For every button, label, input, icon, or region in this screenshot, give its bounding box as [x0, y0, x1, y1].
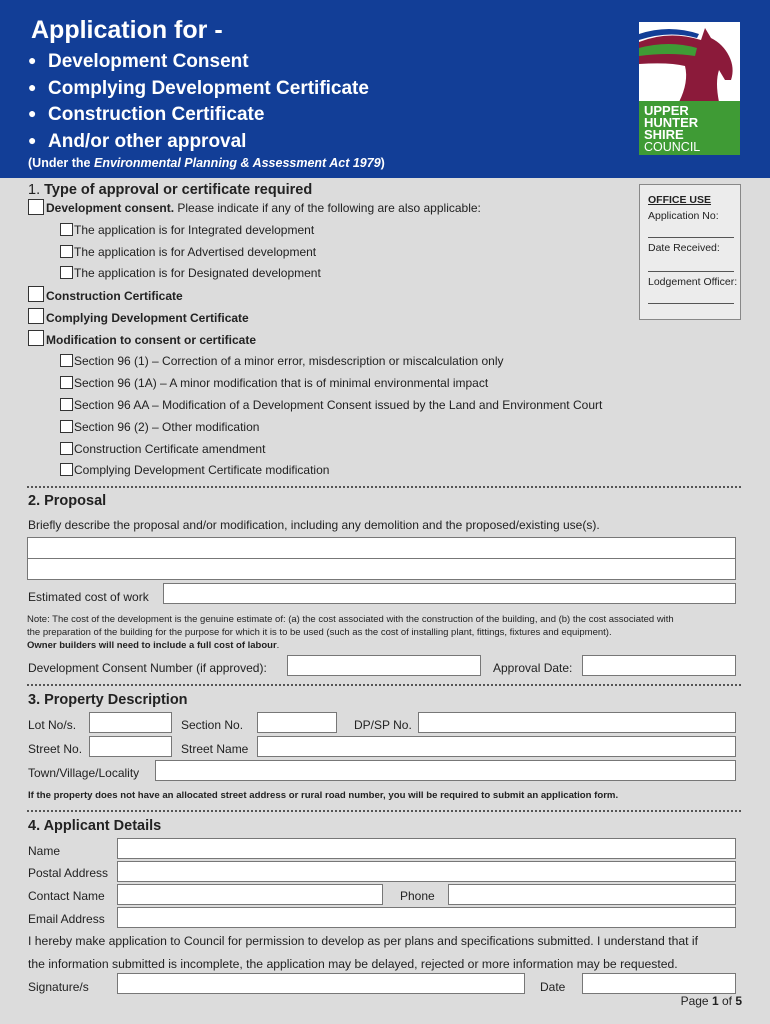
designated-development-checkbox[interactable]: [60, 266, 73, 279]
section-divider: [27, 486, 741, 488]
postal-address-input[interactable]: [117, 861, 736, 882]
section-divider: [27, 684, 741, 686]
date-label: Date: [540, 980, 566, 994]
approval-date-input[interactable]: [582, 655, 736, 676]
development-consent-label: Development consent. Please indicate if any of the following are also applicable:: [46, 201, 481, 215]
s96-aa-label: Section 96 AA – Modification of a Development Consent issued by the Land and Environment Court: [74, 398, 603, 412]
street-no-label: Street No.: [28, 742, 83, 756]
section4-heading: 4. Applicant Details: [28, 818, 162, 834]
contact-name-input[interactable]: [117, 884, 383, 905]
integrated-development-label: The application is for Integrated development: [74, 223, 315, 237]
street-no-input[interactable]: [89, 736, 172, 757]
cdc-modification-label: Complying Development Certificate modification: [74, 463, 330, 477]
address-warning: If the property does not have an allocated street address or rural road number, you will be required to submit an application form.: [28, 790, 619, 801]
cc-amendment-label: Construction Certificate amendment: [74, 442, 266, 456]
lodgement-officer-label: Lodgement Officer:: [648, 276, 738, 288]
complying-certificate-label: Complying Development Certificate: [46, 311, 249, 325]
s96-aa-checkbox[interactable]: [60, 398, 73, 411]
title-item-construction-certificate: ● Construction Certificate: [28, 104, 265, 125]
proposal-description-line2[interactable]: [27, 558, 736, 580]
proposal-instruction: Briefly describe the proposal and/or modification, including any demolition and the proposed/existing use(s).: [28, 518, 600, 532]
s96-2-label: Section 96 (2) – Other modification: [74, 420, 260, 434]
construction-certificate-checkbox[interactable]: [28, 286, 44, 302]
cc-amendment-checkbox[interactable]: [60, 442, 73, 455]
s96-1-checkbox[interactable]: [60, 354, 73, 367]
street-name-input[interactable]: [257, 736, 736, 757]
consent-number-input[interactable]: [287, 655, 481, 676]
signature-label: Signature/s: [28, 980, 89, 994]
header-banner: [0, 0, 770, 178]
name-input[interactable]: [117, 838, 736, 859]
section2-heading: 2. Proposal: [28, 493, 107, 509]
council-logo-text: UPPER HUNTER SHIRE COUNCIL: [639, 101, 740, 155]
council-logo: [639, 22, 740, 155]
street-name-label: Street Name: [181, 742, 249, 756]
complying-certificate-checkbox[interactable]: [28, 308, 44, 324]
s96-1a-checkbox[interactable]: [60, 376, 73, 389]
section-no-label: Section No.: [181, 718, 244, 732]
development-consent-checkbox[interactable]: [28, 199, 44, 215]
lot-label: Lot No/s.: [28, 718, 77, 732]
application-no-label: Application No:: [648, 210, 719, 222]
declaration-line1: I hereby make application to Council for permission to develop as per plans and specifications submitted. I understand that if: [28, 934, 699, 948]
cost-note: Note: The cost of the development is the genuine estimate of: (a) the cost associated with the construction of the building, and (b) the cost associated with the preparation of the building for the purpose for which it is to be used (such as the cost of installing plant, fittings, fixtures and equipment). Owner builders will need to include a full cost of labour.: [27, 614, 674, 651]
postal-address-label: Postal Address: [28, 866, 109, 880]
date-input[interactable]: [582, 973, 736, 994]
phone-label: Phone: [400, 889, 435, 903]
advertised-development-label: The application is for Advertised development: [74, 245, 317, 259]
construction-certificate-label: Construction Certificate: [46, 289, 183, 303]
s96-1a-label: Section 96 (1A) – A minor modification that is of minimal environmental impact: [74, 376, 489, 390]
title-item-other-approval: ● And/or other approval: [28, 131, 247, 152]
office-use-title: OFFICE USE: [648, 194, 712, 206]
lot-input[interactable]: [89, 712, 172, 733]
s96-1-label: Section 96 (1) – Correction of a minor error, misdescription or miscalculation only: [74, 354, 504, 368]
section-no-input[interactable]: [257, 712, 337, 733]
title-item-complying-certificate: ● Complying Development Certificate: [28, 78, 369, 99]
approval-date-label: Approval Date:: [493, 661, 573, 675]
section-divider: [27, 810, 741, 812]
modification-label: Modification to consent or certificate: [46, 333, 257, 347]
advertised-development-checkbox[interactable]: [60, 245, 73, 258]
dpsp-input[interactable]: [418, 712, 736, 733]
signature-input[interactable]: [117, 973, 525, 994]
dpsp-label: DP/SP No.: [354, 718, 412, 732]
act-subtitle: (Under the Environmental Planning & Assessment Act 1979): [28, 156, 385, 170]
email-label: Email Address: [28, 912, 105, 926]
consent-number-label: Development Consent Number (if approved):: [28, 661, 267, 675]
town-input[interactable]: [155, 760, 736, 781]
estimated-cost-label: Estimated cost of work: [28, 590, 149, 604]
form-title: Application for -: [31, 16, 223, 44]
office-use-box: [639, 184, 741, 320]
application-no-line[interactable]: [648, 237, 734, 238]
page-number: Page 1 of 5: [680, 994, 742, 1008]
integrated-development-checkbox[interactable]: [60, 223, 73, 236]
modification-checkbox[interactable]: [28, 330, 44, 346]
section3-heading: 3. Property Description: [28, 692, 188, 708]
proposal-description-line1[interactable]: [27, 537, 736, 559]
name-label: Name: [28, 844, 61, 858]
designated-development-label: The application is for Designated development: [74, 266, 321, 280]
title-item-development-consent: ● Development Consent: [28, 51, 249, 72]
section1-heading: 1. Type of approval or certificate required: [28, 182, 313, 198]
lodgement-officer-line[interactable]: [648, 303, 734, 304]
cdc-modification-checkbox[interactable]: [60, 463, 73, 476]
s96-2-checkbox[interactable]: [60, 420, 73, 433]
contact-name-label: Contact Name: [28, 889, 105, 903]
date-received-label: Date Received:: [648, 242, 720, 254]
date-received-line[interactable]: [648, 271, 734, 272]
email-input[interactable]: [117, 907, 736, 928]
declaration-line2: the information submitted is incomplete, the application may be delayed, rejected or more information may be requested.: [28, 957, 678, 971]
horse-head-icon: [639, 22, 740, 102]
estimated-cost-input[interactable]: [163, 583, 736, 604]
phone-input[interactable]: [448, 884, 736, 905]
town-label: Town/Village/Locality: [28, 766, 140, 780]
